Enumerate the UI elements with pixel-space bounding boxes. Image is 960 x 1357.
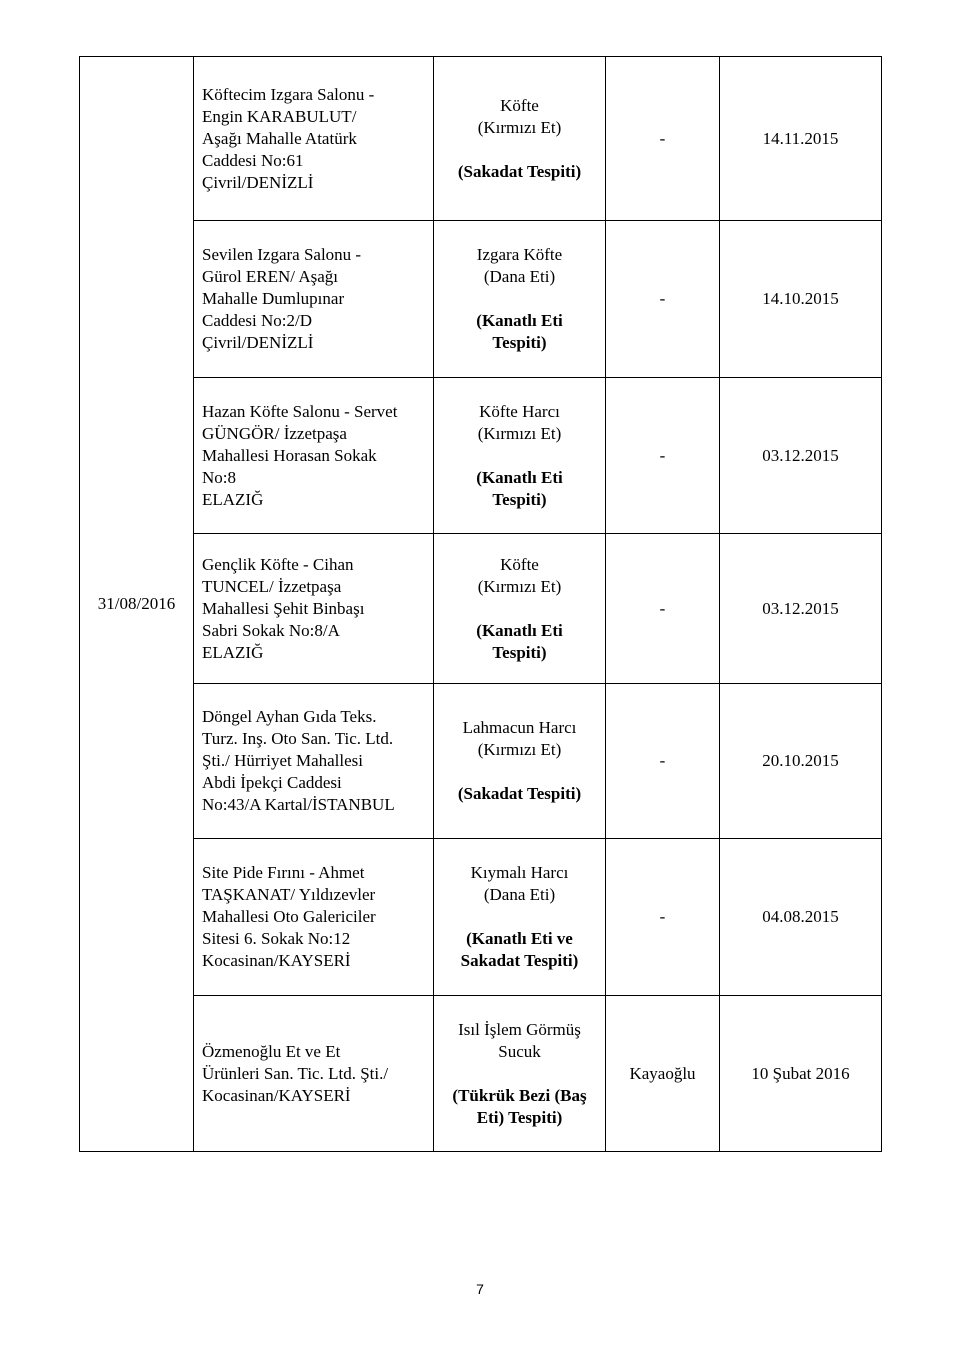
product-cell — [434, 684, 606, 839]
spacer — [434, 1063, 605, 1085]
firm-cell — [194, 534, 434, 684]
firm-text-line: Gençlik Köfte - Cihan — [202, 554, 354, 574]
firm-text-line: Sabri Sokak No:8/A — [202, 620, 340, 640]
firm-text-line: Mahallesi Oto Galericiler — [202, 907, 376, 926]
firm-text-line: Mahallesi Şehit Binbaşı — [202, 598, 365, 618]
finding-line: (Sakadat Tespiti) — [457, 161, 582, 181]
analysis-date-cell — [720, 221, 882, 378]
analysis-date-cell — [720, 996, 882, 1152]
firm-text-line: Engin KARABULUT/ — [202, 106, 357, 126]
analysis-date-cell — [720, 57, 882, 221]
spacer — [434, 288, 605, 310]
product-cell — [434, 996, 606, 1152]
brand-text: - — [659, 598, 666, 618]
table-row — [80, 57, 882, 221]
firm-text-line: TAŞKANAT/ Yıldızevler — [202, 885, 376, 904]
firm-text-line: TUNCEL/ İzzetpaşa — [202, 576, 342, 596]
analysis-date-text: 14.10.2015 — [762, 289, 839, 308]
brand-text: Kayaoğlu — [629, 1063, 696, 1083]
product-name-line: Sucuk — [498, 1041, 541, 1061]
finding-line: (Sakadat Tespiti) — [457, 784, 582, 803]
sampling-date: 31/08/2016 — [97, 594, 176, 613]
brand-text: - — [659, 445, 666, 465]
finding-line: Tespiti) — [492, 489, 547, 509]
brand-cell — [606, 684, 720, 839]
table-row — [80, 839, 882, 996]
finding-line: Tespiti) — [492, 333, 547, 352]
table-row — [80, 684, 882, 839]
product-name-line: Lahmacun Harcı — [462, 718, 577, 737]
table-row — [80, 534, 882, 684]
firm-text-line: Kocasinan/KAYSERİ — [202, 951, 351, 970]
product-cell — [434, 534, 606, 684]
spacer — [434, 906, 605, 928]
finding-line: (Kanatlı Eti — [476, 620, 563, 640]
product-name-line: (Kırmızı Et) — [477, 117, 562, 137]
firm-text-line: Gürol EREN/ Aşağı — [202, 267, 338, 286]
firm-text-line: Döngel Ayhan Gıda Teks. — [202, 707, 377, 726]
spacer — [434, 598, 605, 620]
firm-text-line: ELAZIĞ — [202, 489, 264, 509]
brand-text: - — [659, 289, 666, 308]
brand-cell — [606, 534, 720, 684]
product-name-line: (Kırmızı Et) — [477, 740, 562, 759]
firm-text-line: Caddesi No:2/D — [202, 311, 313, 330]
firm-cell — [194, 57, 434, 221]
product-cell — [434, 221, 606, 378]
firm-cell — [194, 839, 434, 996]
product-name-line: (Dana Eti) — [483, 885, 556, 904]
finding-line: (Kanatlı Eti — [476, 311, 563, 330]
finding-line: (Tükrük Bezi (Baş — [452, 1085, 587, 1105]
product-name-line: Izgara Köfte — [476, 245, 563, 264]
analysis-date-cell — [720, 839, 882, 996]
analysis-date-text: 03.12.2015 — [762, 445, 839, 465]
firm-text-line: Özmenoğlu Et ve Et — [202, 1041, 341, 1061]
firm-text-line: Site Pide Fırını - Ahmet — [202, 863, 365, 882]
firm-text-line: Köftecim Izgara Salonu - — [202, 84, 375, 104]
brand-cell — [606, 996, 720, 1152]
firm-cell — [194, 996, 434, 1152]
firm-text-line: Turz. Inş. Oto San. Tic. Ltd. — [202, 729, 394, 748]
spacer — [434, 761, 605, 783]
product-name-line: (Kırmızı Et) — [477, 576, 562, 596]
analysis-date-text: 20.10.2015 — [762, 751, 839, 770]
firm-cell — [194, 684, 434, 839]
firm-text-line: Çivril/DENİZLİ — [202, 172, 314, 192]
firm-text-line: Çivril/DENİZLİ — [202, 333, 314, 352]
product-name-line: Köfte — [500, 554, 539, 574]
analysis-date-cell — [720, 534, 882, 684]
product-name-line: Köfte Harcı — [479, 401, 560, 421]
analysis-date-text: 14.11.2015 — [762, 128, 839, 148]
firm-text-line: ELAZIĞ — [202, 642, 264, 662]
brand-text: - — [659, 751, 666, 770]
finding-line: Tespiti) — [492, 642, 547, 662]
firm-text-line: Sevilen Izgara Salonu - — [202, 245, 362, 264]
table-row — [80, 996, 882, 1152]
analysis-date-cell — [720, 378, 882, 534]
brand-cell — [606, 378, 720, 534]
finding-line: Eti) Tespiti) — [476, 1107, 563, 1127]
sampling-date-cell — [80, 57, 194, 1152]
brand-text: - — [659, 128, 666, 148]
brand-cell — [606, 221, 720, 378]
firm-text-line: Caddesi No:61 — [202, 150, 304, 170]
firm-text-line: No:43/A Kartal/İSTANBUL — [202, 795, 395, 814]
firm-text-line: Sitesi 6. Sokak No:12 — [202, 929, 351, 948]
table-body — [80, 57, 882, 1152]
firm-text-line: Mahallesi Horasan Sokak — [202, 445, 377, 465]
firm-text-line: No:8 — [202, 467, 236, 487]
finding-line: Sakadat Tespiti) — [460, 951, 579, 970]
inspection-table — [79, 56, 882, 1152]
product-cell — [434, 378, 606, 534]
product-name-line: (Kırmızı Et) — [477, 423, 562, 443]
product-name-line: Köfte — [500, 95, 539, 115]
product-name-line: (Dana Eti) — [483, 267, 556, 286]
analysis-date-text: 10 Şubat 2016 — [751, 1063, 850, 1083]
product-cell — [434, 57, 606, 221]
product-name-line: Isıl İşlem Görmüş — [458, 1019, 581, 1039]
table-row — [80, 378, 882, 534]
product-cell — [434, 839, 606, 996]
page-number: 7 — [476, 1281, 484, 1297]
analysis-date-text: 04.08.2015 — [762, 907, 839, 926]
firm-text-line: Aşağı Mahalle Atatürk — [202, 128, 357, 148]
firm-cell — [194, 221, 434, 378]
firm-text-line: Kocasinan/KAYSERİ — [202, 1085, 351, 1105]
firm-text-line: Hazan Köfte Salonu - Servet — [202, 401, 398, 421]
firm-cell — [194, 378, 434, 534]
firm-text-line: Mahalle Dumlupınar — [202, 289, 345, 308]
spacer — [434, 139, 605, 161]
firm-text-line: Abdi İpekçi Caddesi — [202, 773, 342, 792]
table-row — [80, 221, 882, 378]
firm-text-line: Şti./ Hürriyet Mahallesi — [202, 751, 364, 770]
firm-text-line: GÜNGÖR/ İzzetpaşa — [202, 423, 347, 443]
brand-cell — [606, 57, 720, 221]
finding-line: (Kanatlı Eti — [476, 467, 563, 487]
brand-cell — [606, 839, 720, 996]
finding-line: (Kanatlı Eti ve — [466, 929, 573, 948]
analysis-date-text: 03.12.2015 — [762, 598, 839, 618]
spacer — [434, 445, 605, 467]
product-name-line: Kıymalı Harcı — [470, 863, 569, 882]
analysis-date-cell — [720, 684, 882, 839]
brand-text: - — [659, 907, 666, 926]
firm-text-line: Ürünleri San. Tic. Ltd. Şti./ — [202, 1063, 389, 1083]
